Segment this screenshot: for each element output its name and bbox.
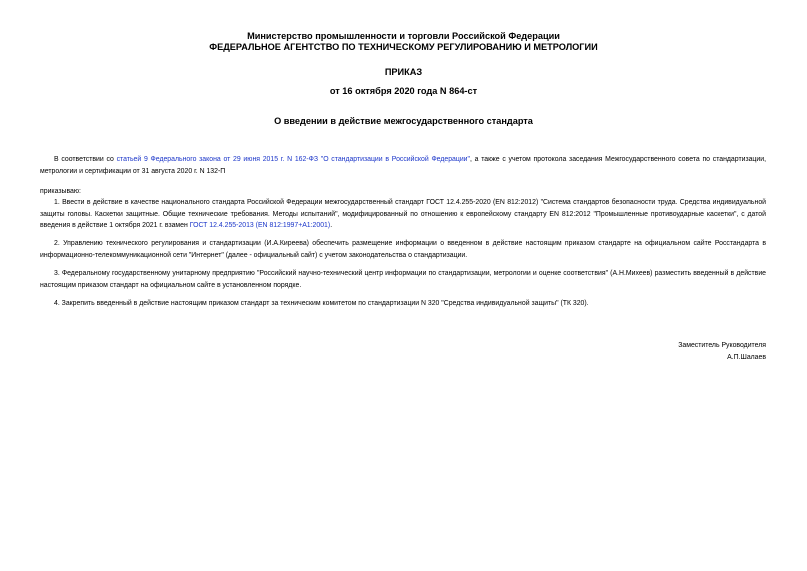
item-1-text-end: . (330, 222, 333, 229)
order-item-1 (40, 197, 766, 232)
agency-name: ФЕДЕРАЛЬНОЕ АГЕНТСТВО ПО ТЕХНИЧЕСКОМУ РЕГУЛИРОВАНИЮ И МЕТРОЛОГИИ (209, 42, 598, 52)
federal-law-link[interactable]: статьей 9 Федерального закона от 29 июня 2015 г. N 162-ФЗ "О стандартизации в Российской Федерации" (116, 156, 470, 163)
ministry-name: Министерство промышленности и торговли Российской Федерации (247, 31, 560, 41)
item-2-text: 2. Управлению технического регулирования и стандартизации (И.А.Киреева) обеспечить размещение информации о введенном в действие настоящим приказом стандарте на официальном сайте Росстандарта в информационно-телекоммуникационной сети "Интернет" (далее - официальный сайт) с учетом законодательства о стандартизации. (40, 240, 766, 259)
signatory-name: А.П.Шалаев (727, 354, 766, 361)
order-item-4 (40, 298, 766, 310)
replaced-standard-link[interactable]: ГОСТ 12.4.255-2013 (EN 812:1997+A1:2001) (189, 222, 331, 229)
item-3-text: 3. Федеральному государственному унитарному предприятию "Российский научно-технический центр информации по стандартизации, метрологии и оценке соответствия" (А.Н.Михеев) разместить введенный в действие настоящим приказом стандарт на официальном сайте в установленном порядке. (40, 270, 766, 289)
order-item-3 (40, 268, 766, 291)
document-type: ПРИКАЗ (384, 67, 423, 77)
item-1-text: 1. Ввести в действие в качестве национального стандарта Российской Федерации межгосударственный стандарт ГОСТ 12.4.255-2020 (EN 812:2012) "Система стандартов безопасности труда. Средства индивидуальной защиты головы. Каскетки защитные. Общие технические требования. Методы испытаний", модифицированный по отношению к европейскому стандарту EN 812:2012 "Промышленные противоударные каскетки", с датой введения в действие 1 октября 2021 г. взамен (40, 199, 766, 229)
item-4-text: 4. Закрепить введенный в действие настоящим приказом стандарт за техническим комитетом по стандартизации N 320 "Средства индивидуальной защиты" (ТК 320). (54, 300, 589, 307)
preamble-text-end: , а также с учетом протокола заседания Межгосударственного совета по стандартизации, метрологии и сертификации от 31 августа 2020 г. N 132-П (40, 156, 766, 175)
signatory-position: Заместитель Руководителя (678, 342, 766, 349)
document-subject: О введении в действие межгосударственного стандарта (274, 116, 533, 126)
preamble-paragraph (40, 154, 766, 177)
order-item-2 (40, 238, 766, 261)
order-word: приказываю: (40, 188, 81, 195)
document-date-number: от 16 октября 2020 года N 864-ст (329, 86, 478, 96)
preamble-text-start: В соответствии со (54, 156, 117, 163)
